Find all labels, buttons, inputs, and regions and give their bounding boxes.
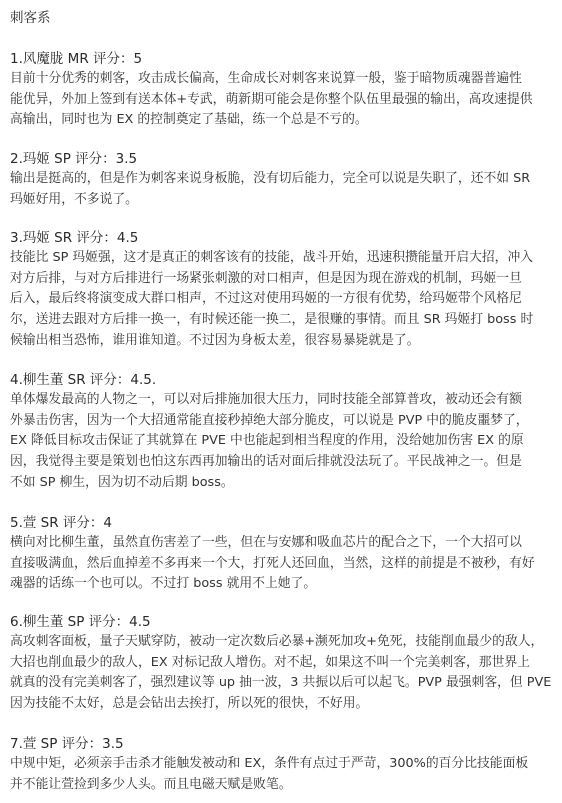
body-line: 对方后排，与对方后排进行一场紧张刺激的对口相声，但是因为现在游戏的机制，玛姬一旦	[10, 270, 522, 286]
section-heading-3: 3.玛姬 SR 评分：4.5	[10, 230, 139, 246]
body-line: 后入，最后终将演变成大群口相声，不过这对使用玛姬的一方很有优势，给玛姬带个风格尼	[10, 291, 522, 307]
body-line: 目前十分优秀的刺客，攻击成长偏高，生命成长对刺客来说算一般，鉴于暗物质魂器普遍性	[10, 71, 522, 86]
section-body-6	[10, 632, 551, 715]
section-heading-2: 2.玛姬 SP 评分：3.5	[10, 151, 138, 167]
body-line: 大招也削血最少的敌人，EX 对标记敌人增伤。对不起，如果这不叫一个完美刺客，那世界上	[10, 654, 530, 670]
body-line: 单体爆发最高的人物之一，可以对后排施加很大压力，同时技能全部算普攻，被动还会有额	[10, 392, 522, 407]
section-body-4	[10, 390, 529, 493]
body-line: 直接吸满血，然后血掉差不多再来一个大，打死人还回血，当然，这样的前提是不被秒，有好	[10, 555, 535, 571]
body-line: 玛姬好用，不多说了。	[10, 191, 138, 207]
body-line: 高输出，同时也为 EX 的控制奠定了基础，练一个总是不亏的。	[10, 112, 368, 128]
page-title: 刺客系	[10, 10, 51, 26]
section-body-7	[10, 754, 528, 795]
body-line: 因为技能不太好，总是会钻出去挨打，所以死的很快，不好用。	[10, 696, 369, 712]
section-body-2	[10, 169, 530, 210]
body-line: 外暴击伤害，因为一个大招通常能直接秒掉绝大部分脆皮，可以说是 PVP 中的脆皮噩梦了，	[10, 412, 529, 428]
body-line: EX 降低目标攻击保证了其就算在 PVE 中也能起到相当程度的作用，没给她加伤害 EX 的原	[10, 433, 524, 449]
body-line: 横向对比柳生董，虽然直伤害差了一些，但在与安娜和吸血芯片的配合之下，一个大招可以	[10, 535, 522, 550]
body-line: 候输出相当恐怖，谁用谁知道。不过因为身板太差，很容易暴毙就是了。	[10, 332, 420, 348]
section-heading-4: 4.柳生董 SR 评分：4.5.	[10, 372, 157, 388]
section-heading-7: 7.萱 SP 评分：3.5	[10, 736, 124, 752]
section-heading-6: 6.柳生董 SP 评分：4.5	[10, 614, 151, 630]
section-heading-5: 5.萱 SR 评分：4	[10, 515, 113, 531]
body-line: 中规中矩，必须亲手击杀才能触发被动和 EX，条件有点过于严苛，300%的百分比技能面板	[10, 756, 529, 771]
body-line: 魂器的话练一个也可以。不过打 boss 就用不上她了。	[10, 576, 317, 592]
section-body-5	[10, 533, 535, 595]
body-line: 技能比 SP 玛姬强，这才是真正的刺客该有的技能，战斗开始，迅速积攒能量开启大招，冲入	[10, 250, 534, 265]
body-line: 并不能让萱捡到多少人头。而且电磁天赋是败笔。	[10, 776, 292, 792]
body-line: 尔，送进去跟对方后排一换一，有时候还能一换二，是很赚的事情。而且 SR 玛姬打 boss 时	[10, 312, 534, 328]
body-line: 能优异，外加上签到有送本体+专武，萌新期可能会是你整个队伍里最强的输出，高攻速提供	[10, 91, 533, 107]
body-line: 输出是挺高的，但是作为刺客来说身板脆，没有切后能力，完全可以说是失职了，还不如 SR	[10, 171, 531, 186]
section-body-1	[10, 69, 533, 131]
section-heading-1: 1.风魔胧 MR 评分：5	[10, 51, 143, 67]
body-line: 就真的没有完美刺客了，强烈建议等 up 抽一波，3 共振以后可以起飞。PVP 最强刺客，但 PVE	[10, 675, 552, 691]
body-line: 不如 SP 柳生，因为切不动后期 boss。	[10, 474, 234, 490]
body-line: 因，我觉得主要是策划也怕这东西再加输出的话对面后排就没法玩了。平民战神之一。但是	[10, 454, 522, 470]
section-body-3	[10, 248, 533, 351]
body-line: 高攻刺客面板，量子天赋穿防，被动一定次数后必暴+濒死加攻+免死，技能削血最少的敌人，	[10, 634, 544, 649]
